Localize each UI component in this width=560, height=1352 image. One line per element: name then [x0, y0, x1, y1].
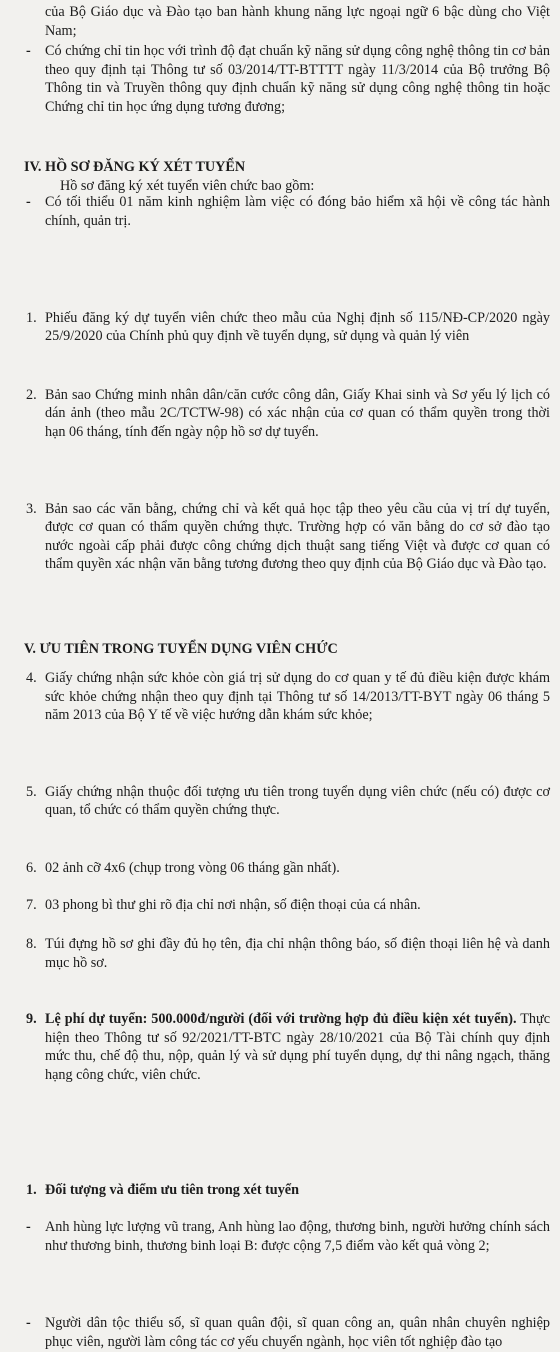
- bullet-dash: -: [26, 43, 31, 59]
- bullet-dash: -: [26, 1315, 31, 1332]
- section-4-lead: Hồ sơ đăng ký xét tuyển viên chức bao gồm:: [60, 178, 315, 194]
- intro-continuation: của Bộ Giáo dục và Đào tạo ban hành khung năng lực ngoại ngữ 6 bậc dùng cho Việt Nam;: [45, 4, 550, 39]
- list-item: 8. Túi đựng hồ sơ ghi đầy đủ họ tên, địa chỉ nhận thông báo, số điện thoại liên hệ và danh mục hồ sơ.: [26, 936, 550, 971]
- list-item: 2. Bản sao Chứng minh nhân dân/căn cước công dân, Giấy Khai sinh và Sơ yếu lý lịch có dán ảnh (theo mẫu 2C/TCTW-98) có xác nhận của cơ quan có thẩm quyền trong thời hạn 06 tháng, tính đến ngày nộp hồ sơ dự tuyển.: [26, 386, 550, 440]
- bullet-dash: -: [26, 1219, 31, 1236]
- bullet-dash: -: [26, 194, 31, 211]
- fee-detail: Thực hiện theo Thông tư số 92/2021/TT-BTC ngày 28/10/2021 của Bộ Tài chính quy định mức thu, chế độ thu, nộp, quản lý và sử dụng phí tuyển dụng, dự thi nâng ngạch, thăng hạng công chức, viên chức.: [45, 1011, 550, 1084]
- section-4-heading: IV. HỒ SƠ ĐĂNG KÝ XÉT TUYỂN: [24, 159, 246, 175]
- list-item-fee: 9. Lệ phí dự tuyển: 500.000đ/người (đối với trường hợp đủ điều kiện xét tuyển). Thực hiện theo Thông tư số 92/2021/TT-BTC ngày 28/10/2021 của Bộ Tài chính quy định mức thu, chế độ thu, nộp, quản lý và sử dụng phí tuyển dụng, dự thi nâng ngạch, thăng hạng công chức, viên chức.: [26, 1011, 550, 1084]
- list-item: 6. 02 ảnh cỡ 4x6 (chụp trong vòng 06 tháng gần nhất).: [26, 859, 340, 876]
- section-5-bullet-minorities: - Người dân tộc thiểu số, sĩ quan quân đội, sĩ quan công an, quân nhân chuyên nghiệp phục viên, người làm công tác cơ yếu chuyển ngành, học viên tốt nghiệp đào tạo: [26, 1315, 550, 1350]
- section-5-heading: V. ƯU TIÊN TRONG TUYỂN DỤNG VIÊN CHỨC: [24, 641, 338, 657]
- list-item: 4. Giấy chứng nhận sức khỏe còn giá trị sử dụng do cơ quan y tế đủ điều kiện được khám sức khỏe chứng nhận theo quy định tại Thông tư số 14/2013/TT-BYT ngày 06 tháng 5 năm 2013 của Bộ Y tế về việc hướng dẫn khám sức khỏe;: [26, 669, 550, 724]
- list-item: 7. 03 phong bì thư ghi rõ địa chỉ nơi nhận, số điện thoại của cá nhân.: [26, 897, 421, 914]
- section-5-subheading: 1. Đối tượng và điểm ưu tiên trong xét tuyển: [26, 1181, 299, 1198]
- intro-bullet-it: - Có chứng chỉ tin học với trình độ đạt chuẩn kỹ năng sử dụng công nghệ thông tin cơ bản theo quy định tại Thông tư số 03/2014/TT-BTTTT ngày 11/3/2014 của Bộ trưởng Bộ Thông tin và Truyền thông quy định chuẩn kỹ năng sử dụng công nghệ thông tin hoặc Chứng chỉ tin học ứng dụng tương đương;: [26, 43, 550, 115]
- list-item: 1. Phiếu đăng ký dự tuyển viên chức theo mẫu của Nghị định số 115/NĐ-CP/2020 ngày 25/9/2020 của Chính phủ quy định về tuyển dụng, sử dụng và quản lý viên: [26, 309, 550, 345]
- section-5-bullet-heroes: - Anh hùng lực lượng vũ trang, Anh hùng lao động, thương binh, người hưởng chính sách như thương binh, thương binh loại B: được cộng 7,5 điểm vào kết quả vòng 2;: [26, 1219, 550, 1254]
- fee-bold: Lệ phí dự tuyển: 500.000đ/người (đối với trường hợp đủ điều kiện xét tuyển).: [45, 1011, 517, 1028]
- list-item: 3. Bản sao các văn bằng, chứng chỉ và kết quả học tập theo yêu cầu của vị trí dự tuyển, được cơ quan có thẩm quyền chứng thực. Trường hợp có văn bằng do cơ sở đào tạo nước ngoài cấp phải được công chứng dịch thuật sang tiếng Việt và được cơ quan có thẩm quyền xác nhận văn bằng tương đương theo quy định của Bộ Giáo dục và Đào tạo.: [26, 500, 550, 573]
- intro-bullet-experience: - Có tối thiểu 01 năm kinh nghiệm làm việc có đóng bảo hiểm xã hội về công tác hành chính, quản trị.: [26, 194, 550, 229]
- list-item: 5. Giấy chứng nhận thuộc đối tượng ưu tiên trong tuyển dụng viên chức (nếu có) được cơ quan, tổ chức có thẩm quyền chứng thực.: [26, 783, 550, 819]
